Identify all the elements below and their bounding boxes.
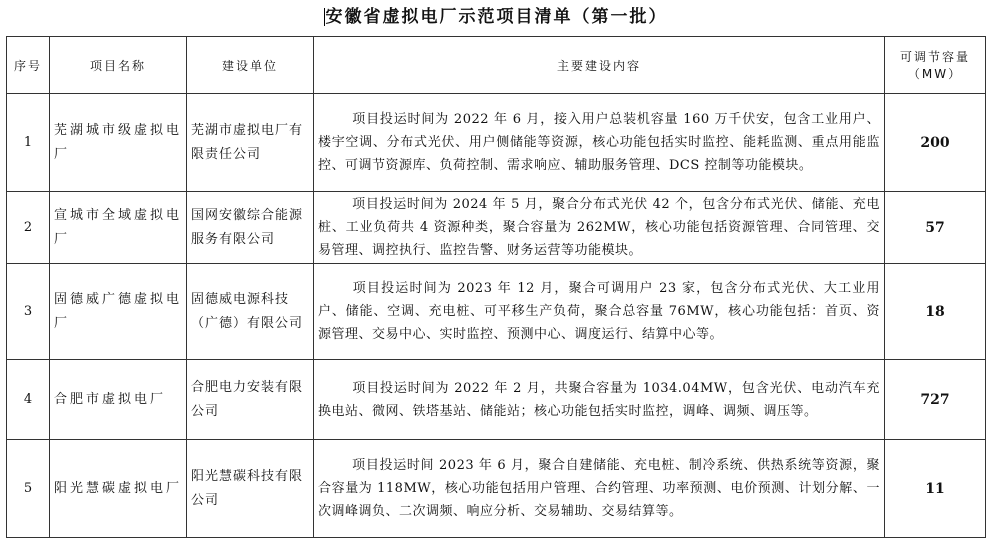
adjustable-capacity: 11: [885, 440, 986, 538]
project-content-text: 项目投运时间为 2023 年 12 月，聚合可调用户 23 家，包含分布式光伏、大工业用户、储能、空调、充电桩、可平移生产负荷，聚合总容量 76MW，核心功能包括：首页、资源管理、交易中心、实时监控、预测中心、调度运行、结算中心等。: [318, 281, 880, 342]
project-name: 固德威广德虚拟电厂: [50, 264, 187, 360]
table-row: [7, 360, 986, 440]
row-index: 2: [7, 192, 50, 264]
adjustable-capacity: 727: [885, 360, 986, 440]
table-row: [7, 440, 986, 538]
text-cursor: [324, 8, 325, 26]
table-row: [7, 264, 986, 360]
project-content: [314, 94, 885, 192]
builder-unit: 固德威电源科技（广德）有限公司: [187, 264, 314, 360]
project-content: [314, 192, 885, 264]
project-content-text: 项目投运时间为 2022 年 2 月，共聚合容量为 1034.04MW，包含光伏、电动汽车充换电站、微网、铁塔基站、储能站；核心功能包括实时监控，调峰、调频、调压等。: [318, 380, 880, 419]
project-name: 宣城市全域虚拟电厂: [50, 192, 187, 264]
project-content-text: 项目投运时间为 2024 年 5 月，聚合分布式光伏 42 个，包含分布式光伏、储能、充电桩、工业负荷共 4 资源种类，聚合容量为 262MW，核心功能包括资源管理、合同管理、交易管理、调控执行、监控告警、财务运营等功能模块。: [318, 197, 880, 258]
builder-unit: 阳光慧碳科技有限公司: [187, 440, 314, 538]
adjustable-capacity: 18: [885, 264, 986, 360]
table-row: [7, 94, 986, 192]
row-index: 5: [7, 440, 50, 538]
row-index: 3: [7, 264, 50, 360]
project-name: 阳光慧碳虚拟电厂: [50, 440, 187, 538]
builder-unit: 芜湖市虚拟电厂有限责任公司: [187, 94, 314, 192]
project-content: [314, 440, 885, 538]
project-content-text: 项目投运时间 2023 年 6 月，聚合自建储能、充电桩、制冷系统、供热系统等资源，聚合容量为 118MW，核心功能包括用户管理、合约管理、功率预测、电价预测、计划分解、一次调峰调负、二次调频、响应分析、交易辅助、交易结算等。: [318, 458, 880, 519]
project-name: 合肥市虚拟电厂: [50, 360, 187, 440]
header-index: 序号: [7, 37, 50, 94]
project-content: [314, 360, 885, 440]
row-index: 1: [7, 94, 50, 192]
project-content-text: 项目投运时间为 2022 年 6 月，接入用户总装机容量 160 万千伏安，包含工业用户、楼宇空调、分布式光伏、用户侧储能等资源，核心功能包括实时监控、能耗监测、重点用能监控、可调节资源库、负荷控制、需求响应、辅助服务管理、DCS 控制等功能模块。: [318, 112, 880, 173]
builder-unit: 合肥电力安装有限公司: [187, 360, 314, 440]
header-content: 主要建设内容: [314, 37, 885, 94]
row-index: 4: [7, 360, 50, 440]
header-name: 项目名称: [50, 37, 187, 94]
header-capacity: 可调节容量（MW）: [885, 37, 986, 94]
adjustable-capacity: 200: [885, 94, 986, 192]
table-row: [7, 192, 986, 264]
table-header-row: [7, 37, 986, 94]
project-content: [314, 264, 885, 360]
document-title: 安徽省虚拟电厂示范项目清单（第一批）: [325, 7, 668, 27]
adjustable-capacity: 57: [885, 192, 986, 264]
document-title-wrap: [0, 6, 991, 28]
builder-unit: 国网安徽综合能源服务有限公司: [187, 192, 314, 264]
header-unit: 建设单位: [187, 37, 314, 94]
project-table: [6, 36, 986, 538]
project-name: 芜湖城市级虚拟电厂: [50, 94, 187, 192]
